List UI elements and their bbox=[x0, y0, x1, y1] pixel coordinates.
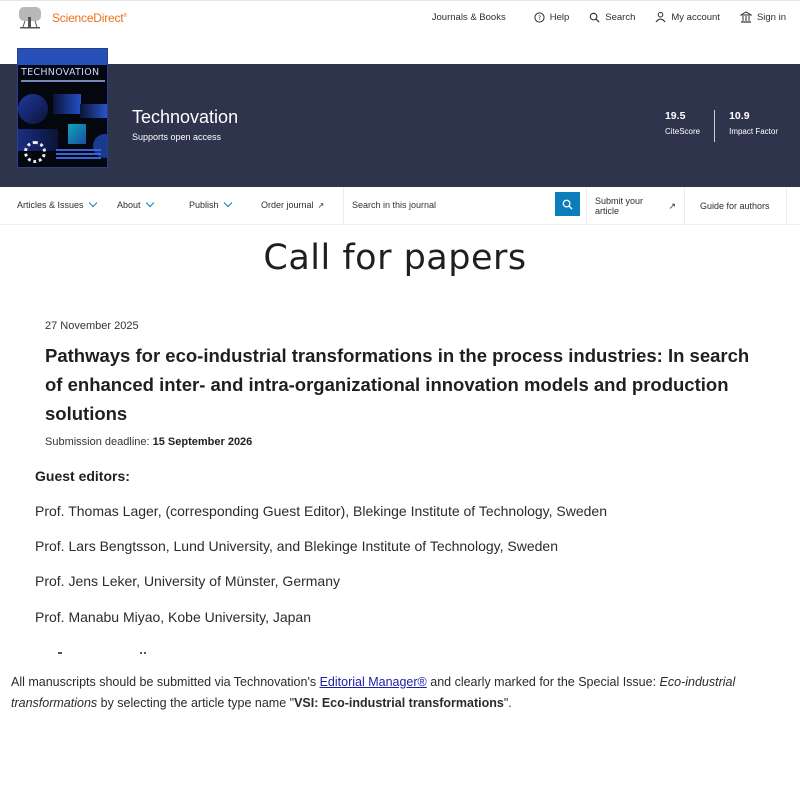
guest-editor-item: Prof. Manabu Miyao, Kobe University, Japan bbox=[35, 609, 311, 625]
top-navigation bbox=[432, 11, 786, 23]
metric-divider bbox=[714, 110, 715, 142]
help-circle-icon bbox=[534, 12, 545, 23]
my-account-link[interactable]: My account bbox=[655, 11, 720, 23]
chevron-down-icon bbox=[223, 199, 231, 207]
publish-dropdown[interactable]: Publish bbox=[189, 200, 231, 210]
open-access-label: Supports open access bbox=[132, 132, 222, 142]
elsevier-tree-icon bbox=[16, 5, 44, 31]
sciencedirect-logo[interactable] bbox=[16, 5, 127, 31]
guest-editor-item: Prof. Lars Bengtsson, Lund University, and Blekinge Institute of Technology, Sweden bbox=[35, 538, 558, 554]
clipped-text-fragment bbox=[58, 652, 62, 654]
submit-article-link[interactable]: Submit your article ↗ bbox=[587, 187, 685, 225]
journal-banner bbox=[0, 64, 800, 187]
person-icon bbox=[655, 11, 666, 23]
institution-icon bbox=[740, 11, 752, 23]
external-link-icon: ↗ bbox=[668, 200, 676, 211]
external-link-icon: ↗ bbox=[317, 200, 325, 210]
call-title: Pathways for eco-industrial transformations in the process industries: In search of enhanced inter- and intra-organizational innovation models and production solutions bbox=[45, 345, 750, 424]
top-bar bbox=[0, 0, 800, 40]
search-icon bbox=[589, 12, 600, 23]
articles-issues-dropdown[interactable]: Articles & Issues bbox=[17, 200, 96, 210]
publish-date: 27 November 2025 bbox=[45, 320, 139, 332]
chevron-down-icon bbox=[88, 199, 96, 207]
sign-in-link[interactable]: Sign in bbox=[740, 11, 786, 23]
search-icon bbox=[562, 199, 573, 210]
help-link[interactable]: ? Help bbox=[534, 12, 570, 23]
journal-search bbox=[343, 187, 587, 225]
svg-text:?: ? bbox=[537, 13, 541, 22]
clipped-text-fragment bbox=[140, 652, 148, 654]
brand-name: ScienceDirect® bbox=[52, 11, 127, 25]
submission-instructions: All manuscripts should be submitted via Technovation's Editorial Manager® and clearly marked for the Special Issue: Eco-industrial transformations by selecting the article type name "VSI: Eco-industrial transformations". bbox=[11, 675, 736, 710]
chevron-down-icon bbox=[145, 199, 153, 207]
search-link[interactable]: Search bbox=[589, 12, 635, 23]
journal-search-input[interactable] bbox=[352, 197, 542, 213]
journal-navigation bbox=[0, 187, 800, 225]
guest-editors-heading: Guest editors: bbox=[35, 468, 130, 484]
order-journal-link[interactable]: Order journal ↗ bbox=[261, 200, 325, 210]
guest-editor-item: Prof. Jens Leker, University of Münster, Germany bbox=[35, 573, 341, 589]
guide-for-authors-link[interactable]: Guide for authors bbox=[685, 187, 787, 225]
search-submit-button[interactable] bbox=[555, 192, 580, 216]
citescore-metric[interactable]: 19.5 CiteScore bbox=[664, 110, 701, 136]
impact-factor-metric[interactable]: 10.9 Impact Factor bbox=[729, 110, 778, 136]
journal-title: Technovation bbox=[132, 107, 239, 127]
submission-deadline: Submission deadline: 15 September 2026 bbox=[45, 436, 253, 448]
journal-metrics bbox=[665, 110, 778, 142]
journal-cover-image[interactable]: TECHNOVATION bbox=[17, 48, 108, 168]
page-title: Call for papers bbox=[263, 238, 527, 278]
editorial-manager-link[interactable]: Editorial Manager® bbox=[319, 675, 427, 689]
about-dropdown[interactable]: About bbox=[117, 200, 153, 210]
journals-books-link[interactable]: Journals & Books bbox=[431, 11, 506, 23]
guest-editor-item: Prof. Thomas Lager, (corresponding Guest Editor), Blekinge Institute of Technology, Sweden bbox=[35, 503, 607, 519]
